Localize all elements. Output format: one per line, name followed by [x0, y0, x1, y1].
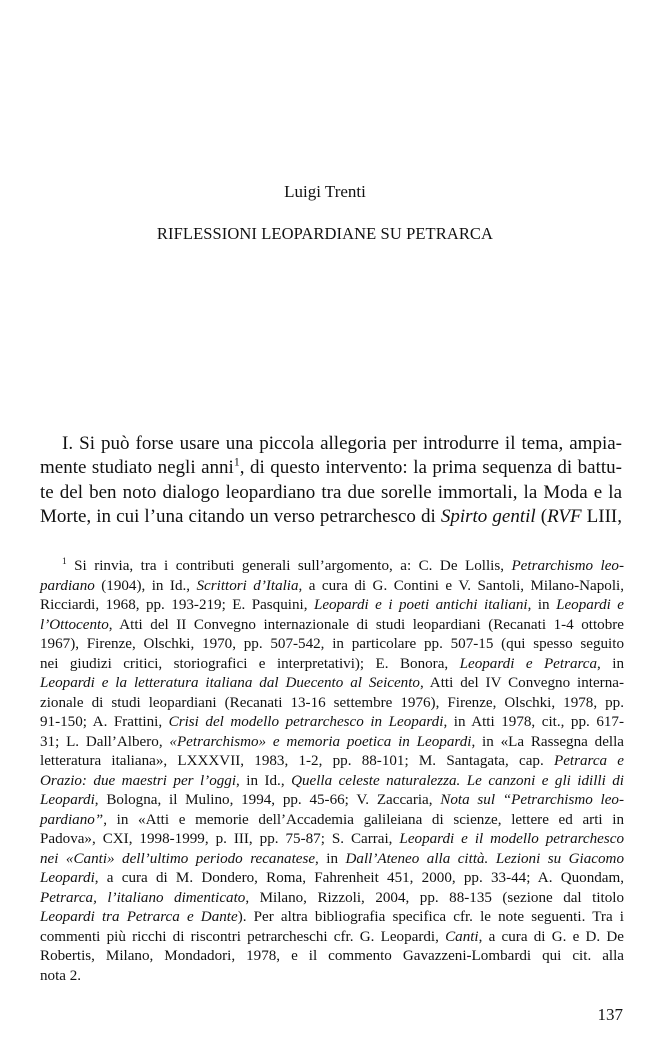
text-run: , Bologna, il Mulino, 1994, pp. 45-66; V. Zaccaria,: [94, 792, 441, 808]
footnote-line: [40, 811, 624, 831]
italic-text: Crisi del modello petrarchesco in Leopardi: [168, 714, 444, 730]
text-run: nota 2.: [40, 967, 82, 984]
footnote-line: [40, 908, 624, 928]
footnote-line: [40, 713, 624, 733]
italic-text: Petrarca e: [553, 753, 624, 769]
footnote-marker: 1: [233, 456, 240, 470]
text-run: mente studiato negli anni: [40, 457, 234, 479]
text-run: zionale di studi leopardiani (Recanati 13-16 settembre 1976), Firenze, Olschki, 1978, pp.: [40, 694, 624, 711]
text-run: 1967), Firenze, Olschki, 1970, pp. 507-542, in particolare pp. 507-15 (qui spesso seguito: [40, 636, 624, 652]
text-run: ). Per altra bibliografia specifica cfr. le note seguenti. Tra i: [237, 909, 624, 925]
text-run: Ricciardi, 1968, pp. 193-219; E. Pasquini,: [40, 597, 314, 613]
italic-text: RVF: [547, 506, 582, 528]
text-run: (: [535, 506, 548, 528]
text-run: commenti più ricchi di riscontri petrarcheschi cfr. G. Leopardi,: [40, 928, 446, 945]
italic-text: Spirto gentil: [440, 506, 536, 528]
body-line: [40, 432, 622, 456]
text-run: Padova», CXI, 1998-1999, p. III, pp. 75-87; S. Carrai,: [40, 831, 400, 847]
text-run: , Atti del IV Convegno interna-: [419, 675, 624, 691]
text-run: LIII,: [581, 506, 623, 528]
footnote-marker: 1: [62, 556, 67, 567]
text-run: 31; L. Dall’Albero,: [40, 733, 170, 750]
text-run: Morte, in cui l’una citando un verso petrarchesco di: [40, 506, 441, 528]
italic-text: Leopardi: [40, 870, 95, 886]
text-run: , Milano, Rizzoli, 2004, pp. 88-135 (sezione dal titolo: [245, 889, 624, 906]
italic-text: Petrarca, l’italiano dimenticato: [40, 889, 246, 906]
text-run: , a cura di G. e D. De: [478, 928, 624, 945]
text-run: Robertis, Milano, Mondadori, 1978, e il commento Gavazzeni-Lombardi qui cit. alla: [40, 948, 624, 964]
italic-text: Orazio: due maestri per l’oggi: [40, 772, 237, 789]
italic-text: Leopardi e: [556, 597, 625, 613]
text-run: , di questo intervento: la prima sequenza di battu-: [239, 457, 622, 479]
footnote-block: [40, 557, 624, 986]
text-run: , in: [597, 655, 624, 672]
italic-text: l’Ottocento: [40, 616, 109, 633]
article-title: RIFLESSIONI LEOPARDIANE SU PETRARCA: [156, 224, 494, 243]
footnote-line: [40, 733, 624, 753]
text-run: Si rinvia, tra i contributi generali sull’argomento, a: C. De Lollis,: [66, 558, 512, 574]
author-name: Luigi Trenti: [284, 182, 366, 201]
text-run: , in «Atti e memorie dell’Accademia galileiana di scienze, lettere ed arti in: [103, 811, 624, 828]
footnote-line: [40, 947, 624, 967]
footnote-line: [40, 577, 624, 597]
text-run: , in Atti 1978, cit., pp. 617-: [443, 714, 625, 730]
italic-text: Leopardi tra Petrarca e Dante: [40, 909, 238, 925]
footnote-line: [40, 674, 624, 694]
italic-text: nei «Canti» dell’ultimo periodo recanatese: [40, 850, 316, 867]
italic-text: Dall’Ateneo alla città. Lezioni su Giacomo: [345, 850, 624, 867]
italic-text: Leopardi e la letteratura italiana dal Duecento al Seicento: [40, 675, 420, 691]
text-run: 91-150; A. Frattini,: [40, 714, 169, 730]
body-line: [40, 481, 622, 505]
footnote-line: [40, 889, 624, 909]
footnote-line: [40, 850, 624, 870]
footnote-line: [40, 928, 624, 948]
text-run: te del ben noto dialogo leopardiano tra due sorelle immortali, la Moda e la: [40, 481, 622, 503]
text-run: , in «La Rassegna della: [471, 733, 624, 750]
footnote-line: [40, 655, 624, 675]
footnote-line: [40, 616, 624, 636]
italic-text: Canti: [445, 928, 479, 945]
footnote-line: [40, 772, 624, 792]
text-run: letteratura italiana», LXXXVII, 1983, 1-2, pp. 88-101; M. Santagata, cap.: [40, 753, 554, 769]
text-run: (1904), in Id.,: [94, 577, 197, 594]
italic-text: Leopardi e il modello petrarchesco: [399, 831, 624, 847]
text-run: , in: [315, 850, 346, 867]
text-run: , Atti del II Convegno internazionale di studi leopardiani (Recanati 1-4 ottobre: [108, 616, 624, 633]
text-run: , in: [527, 597, 557, 613]
body-line: [40, 456, 622, 480]
footnote-line: [40, 694, 624, 714]
italic-text: pardiano”: [40, 811, 104, 828]
text-run: nei giudizi critici, storiografici e interpretativi); E. Bonora,: [40, 655, 460, 672]
footnote-line: [40, 752, 624, 772]
footnote-line: [40, 967, 624, 987]
italic-text: pardiano: [40, 577, 95, 594]
italic-text: Nota sul “Petrarchismo leo-: [440, 792, 624, 808]
footnote-line: [40, 791, 624, 811]
text-run: , a cura di M. Dondero, Roma, Fahrenheit 451, 2000, pp. 33-44; A. Quondam,: [94, 870, 624, 886]
body-paragraph: [40, 432, 622, 530]
text-run: I. Si può forse usare una piccola allegoria per introdurre il tema, ampia-: [62, 433, 622, 454]
italic-text: «Petrarchismo» e memoria poetica in Leopardi: [169, 733, 472, 750]
body-line: [40, 505, 622, 529]
footnote-line: [40, 596, 624, 616]
italic-text: Scrittori d’Italia: [196, 577, 299, 594]
page-number: 137: [597, 1005, 623, 1024]
footnote-line: [40, 557, 624, 577]
italic-text: Leopardi: [40, 792, 95, 808]
italic-text: Leopardi e i poeti antichi italiani: [313, 597, 528, 613]
italic-text: Petrarchismo leo-: [511, 558, 624, 574]
footnote-line: [40, 830, 624, 850]
italic-text: Leopardi e Petrarca: [459, 655, 598, 672]
italic-text: Quella celeste naturalezza. Le canzoni e gli idilli di: [291, 772, 624, 789]
footnote-line: [40, 635, 624, 655]
footnote-line: [40, 869, 624, 889]
text-run: , in Id.,: [236, 772, 292, 789]
text-run: , a cura di G. Contini e V. Santoli, Milano-Napoli,: [298, 577, 624, 594]
